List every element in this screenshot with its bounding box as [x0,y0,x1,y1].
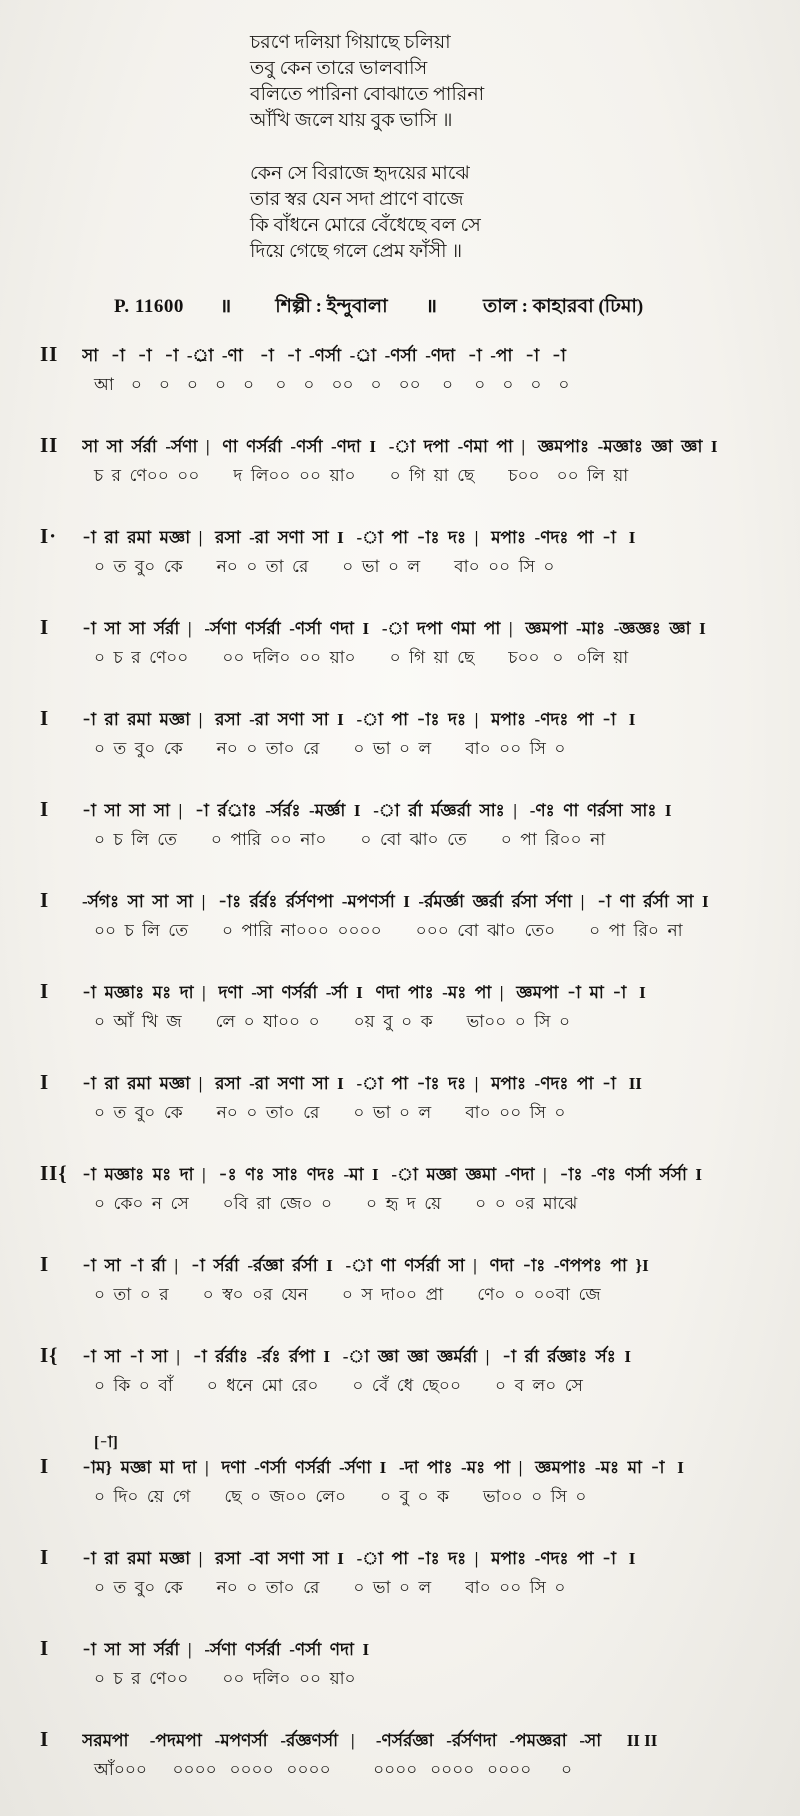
notation-system-6 [28,797,772,852]
notation-system-15 [28,1636,772,1691]
system-marker: I [40,979,50,1003]
system-marker: II [40,342,59,366]
notation-text: -া সা -া সা | -া র্রর্রাঃ -র্রঃ র্রপা I -া জ্ঞা জ্ঞা জ্ঞর্মর্রা | -া র্রা র্রজ্ঞাঃ র্সঃ I [82,1347,631,1366]
system-marker: I [40,797,50,821]
system-marker: I· [40,524,58,548]
notation-text: -র্সগঃ সা সা সা | -াঃ র্রর্রঃ র্রর্সণপা -মপণর্সা I -র্রমর্জ্ঞা জ্ঞর্রা র্রসা র্সণা | -া ণা র্রর্সা সা I [82,892,709,911]
lyric-line: চরণে দলিয়া গিয়াছে চলিয়া [250,32,451,53]
artist-name: শিল্পী : ইন্দুবালা [275,296,388,317]
notation-text: সরমপা -পদমপা -মপণর্সা -র্রজ্ঞণর্সা | -ণর্সর্রজ্ঞা -র্রর্সণদা -পমজ্ঞরা -সা II II [82,1731,658,1750]
record-number: P. 11600 [114,296,184,317]
notation-system-16 [28,1727,772,1782]
system-marker: I [40,888,50,912]
bracket-note: [-া] [94,1434,118,1451]
lyric-line: তার স্বর যেন সদা প্রাণে বাজে [250,189,464,210]
lyric-line: কি বাঁধনে মোরে বেঁধেছে বল সে [250,215,481,236]
notation-system-9 [28,1070,772,1125]
double-danda-separator: ॥ [425,296,437,317]
lyric-text: ০ কে০ ন সে ০বি রা জে০ ০ ০ হৃ দ য়ে ০ ০ ০র মাঝে [94,1194,578,1213]
lyric-text: ০ তা ০ র ০ স্ব০ ০র যেন ০ স দা০০ প্রা ণে০ ০ ০০বা জে [94,1285,601,1304]
system-marker: I{ [40,1343,59,1367]
notation-text: সা -া -া -া -র্া -ণা -া -া -ণর্সা -র্া -ণর্সা -ণদা -া -পা -া -া [82,346,566,365]
notation-text: -াম} মজ্ঞা মা দা | দণা -ণর্সা ণর্সর্রা -র্সণা I -দা পাঃ -মঃ পা | জ্ঞমপাঃ -মঃ মা -া I [82,1458,684,1477]
system-marker: I [40,706,50,730]
notation-system-14 [28,1545,772,1600]
meta-row [114,292,772,324]
lyric-text: ০ কি ০ বাঁ ০ ধনে মো রে০ ০ বেঁ ধে ছে০০ ০ ব ল০ সে [94,1376,583,1395]
system-marker: I [40,1727,50,1751]
lyric-text: ০ চ র ণে০০ ০০ দলি০ ০০ য়া০ [94,1669,356,1688]
notation-text: -া রা রমা মজ্ঞা | রসা -রা সণা সা I -া পা -াঃ দঃ | মপাঃ -ণদঃ পা -া II [82,1074,642,1093]
intro-stanza-2 [250,161,772,265]
notation-system-12 [28,1343,772,1398]
notation-system-8 [28,979,772,1034]
notation-text: -া মজ্ঞাঃ মঃ দা | -ঃ ণঃ সাঃ ণদঃ -মা I -া মজ্ঞা জ্ঞমা -ণদা | -াঃ -ণঃ ণর্সা র্সর্সা I [82,1165,703,1184]
lyric-text: ০ চ লি তে ০ পারি ০০ না০ ০ বো ঝা০ তে ০ পা রি০০ না [94,830,606,849]
lyric-text: আঁ০০০ ০০০০ ০০০০ ০০০০ ০০০০ ০০০০ ০০০০ ০ [94,1760,573,1779]
notation-system-5 [28,706,772,761]
notation-text: -া রা রমা মজ্ঞা | রসা -রা সণা সা I -া পা -াঃ দঃ | মপাঃ -ণদঃ পা -া I [82,710,636,729]
system-marker: I [40,1545,50,1569]
lyric-line: বলিতে পারিনা বোঝাতে পারিনা [250,84,485,105]
notation-text: -া মজ্ঞাঃ মঃ দা | দণা -সা ণর্সর্রা -র্সা I ণদা পাঃ -মঃ পা | জ্ঞমপা -া মা -া I [82,983,646,1002]
notation-system-11 [28,1252,772,1307]
lyric-line: দিয়ে গেছে গলে প্রেম ফাঁসী ॥ [250,241,463,262]
system-marker: I [40,1070,50,1094]
lyric-text: চ র ণে০০ ০০ দ লি০০ ০০ য়া০ ০ গি য়া ছে চ০০ ০০ লি য়া [94,466,629,485]
notation-text: -া সা সা র্সর্রা | -র্সণা ণর্সর্রা -ণর্সা ণদা I [82,1640,370,1659]
notation-system-1 [28,342,772,397]
notation-text: -া সা সা র্সর্রা | -র্সণা ণর্সর্রা -ণর্সা ণদা I -া দপা ণমা পা | জ্ঞমপা -মাঃ -জ্ঞজ্ঞঃ জ্ঞা I [82,619,706,638]
taal-name: তাল : কাহারবা (ঢিমা) [483,296,644,317]
notation-text: সা সা র্সর্রা -র্সণা | ণা ণর্সর্রা -ণর্সা -ণদা I -া দপা -ণমা পা | জ্ঞমপাঃ -মজ্ঞাঃ জ্ঞা জ্ঞা I [82,437,718,456]
lyric-text: ০ চ র ণে০০ ০০ দলি০ ০০ য়া০ ০ গি য়া ছে চ০০ ০ ০লি য়া [94,648,629,667]
lyric-line: আঁখি জলে যায় বুক ভাসি ॥ [250,110,453,131]
intro-stanza-1 [250,30,772,134]
lyric-text: ০ দি০ য়ে গে ছে ০ জ০০ লে০ ০ বু ০ ক ভা০০ ০ সি ০ [94,1487,587,1506]
lyric-text: ০ আঁ খি জ লে ০ যা০০ ০ ০য় বু ০ ক ভা০০ ০ সি ০ [94,1012,571,1031]
system-marker: I [40,1252,50,1276]
system-marker: II [40,433,59,457]
notation-system-3 [28,524,772,579]
lyric-text: ০ ত বু০ কে ন০ ০ তা০ রে ০ ভা ০ ল বা০ ০০ সি ০ [94,1103,566,1122]
system-marker: II{ [40,1161,68,1185]
notation-system-13 [28,1434,772,1509]
notation-text: -া সা সা সা | -া র্রর্াঃ -র্সর্রঃ -মর্জ্ঞা I -া র্রা র্মজ্ঞর্রা সাঃ | -ণঃ ণা ণর্রসা সাঃ I [82,801,672,820]
lyric-text: ০০ চ লি তে ০ পারি না০০০ ০০০০ ০০০ বো ঝা০ তে০ ০ পা রি০ না [94,921,683,940]
lyric-text: আ ০ ০ ০ ০ ০ ০ ০ ০০ ০ ০০ ০ ০ ০ ০ ০ [94,375,570,394]
lyric-text: ০ ত বু০ কে ন০ ০ তা০ রে ০ ভা ০ ল বা০ ০০ সি ০ [94,739,566,758]
notation-system-7 [28,888,772,943]
system-marker: I [40,615,50,639]
notation-text: -া সা -া র্রা | -া র্সর্রা -র্রজ্ঞা র্রর্সা I -া ণা ণর্সর্রা সা | ণদা -াঃ -ণপপঃ পা }I [82,1256,649,1275]
lyric-text: ০ ত বু০ কে ন০ ০ তা রে ০ ভা ০ ল বা০ ০০ সি ০ [94,557,555,576]
notation-text: -া রা রমা মজ্ঞা | রসা -রা সণা সা I -া পা -াঃ দঃ | মপাঃ -ণদঃ পা -া I [82,528,636,547]
lyric-line: কেন সে বিরাজে হৃদয়ের মাঝে [250,163,470,184]
notation-text: -া রা রমা মজ্ঞা | রসা -বা সণা সা I -া পা -াঃ দঃ | মপাঃ -ণদঃ পা -া I [82,1549,636,1568]
system-marker: I [40,1636,50,1660]
lyric-line: তবু কেন তারে ভালবাসি [250,58,428,79]
lyric-text: ০ ত বু০ কে ন০ ০ তা০ রে ০ ভা ০ ল বা০ ০০ সি ০ [94,1578,566,1597]
notation-system-2 [28,433,772,488]
notation-system-10 [28,1161,772,1216]
double-danda-separator: ॥ [219,296,232,317]
notation-system-4 [28,615,772,670]
intro-lyrics [250,30,772,265]
system-marker: I [40,1454,50,1478]
